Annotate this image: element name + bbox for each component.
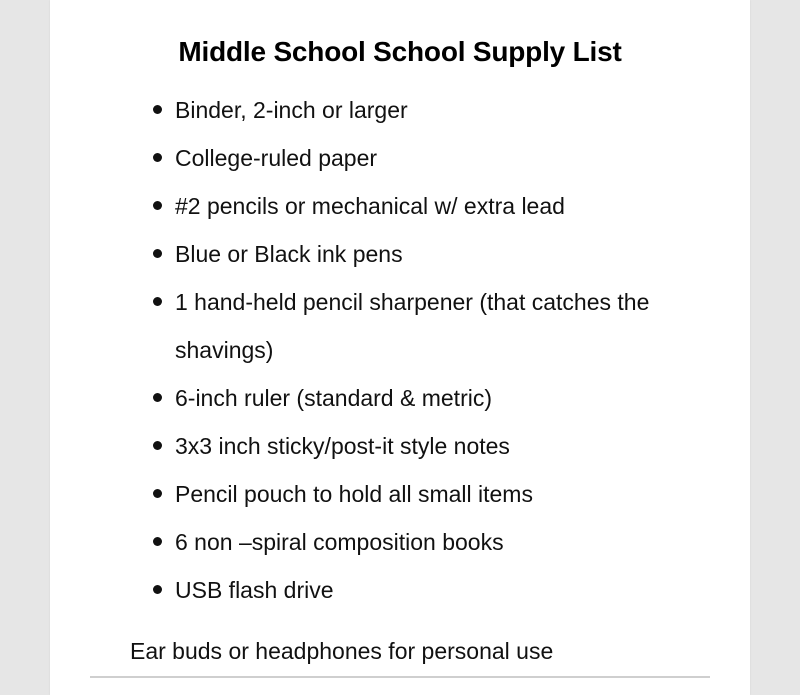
list-item-text: 1 hand-held pencil sharpener (that catches the shavings) <box>175 289 650 363</box>
bullet-icon <box>153 105 162 114</box>
bullet-icon <box>153 249 162 258</box>
list-item-text: #2 pencils or mechanical w/ extra lead <box>175 193 565 219</box>
footer-note: Ear buds or headphones for personal use <box>130 638 554 664</box>
list-item-text: Binder, 2-inch or larger <box>175 97 408 123</box>
list-item-text: 6-inch ruler (standard & metric) <box>175 385 492 411</box>
list-item-text: 3x3 inch sticky/post-it style notes <box>175 433 510 459</box>
list-item <box>153 566 713 614</box>
list-item-text: Blue or Black ink pens <box>175 241 403 267</box>
bullet-icon <box>153 489 162 498</box>
list-item <box>153 518 713 566</box>
list-item <box>153 134 713 182</box>
list-item <box>153 422 713 470</box>
bullet-icon <box>153 393 162 402</box>
bullet-icon <box>153 537 162 546</box>
list-item <box>153 230 713 278</box>
list-item <box>153 86 713 134</box>
divider <box>90 676 710 678</box>
list-item <box>153 470 713 518</box>
list-item-text: College-ruled paper <box>175 145 378 171</box>
bullet-icon <box>153 201 162 210</box>
bullet-icon <box>153 297 162 306</box>
supply-list <box>153 86 713 614</box>
document-page <box>50 0 750 695</box>
list-item-text: 6 non –spiral composition books <box>175 529 504 555</box>
list-item-text: USB flash drive <box>175 577 334 603</box>
list-item <box>153 278 713 374</box>
bullet-icon <box>153 153 162 162</box>
list-item-text: Pencil pouch to hold all small items <box>175 481 533 507</box>
list-item <box>153 374 713 422</box>
bullet-icon <box>153 441 162 450</box>
bullet-icon <box>153 585 162 594</box>
list-item <box>153 182 713 230</box>
document-title: Middle School School Supply List <box>178 36 622 67</box>
